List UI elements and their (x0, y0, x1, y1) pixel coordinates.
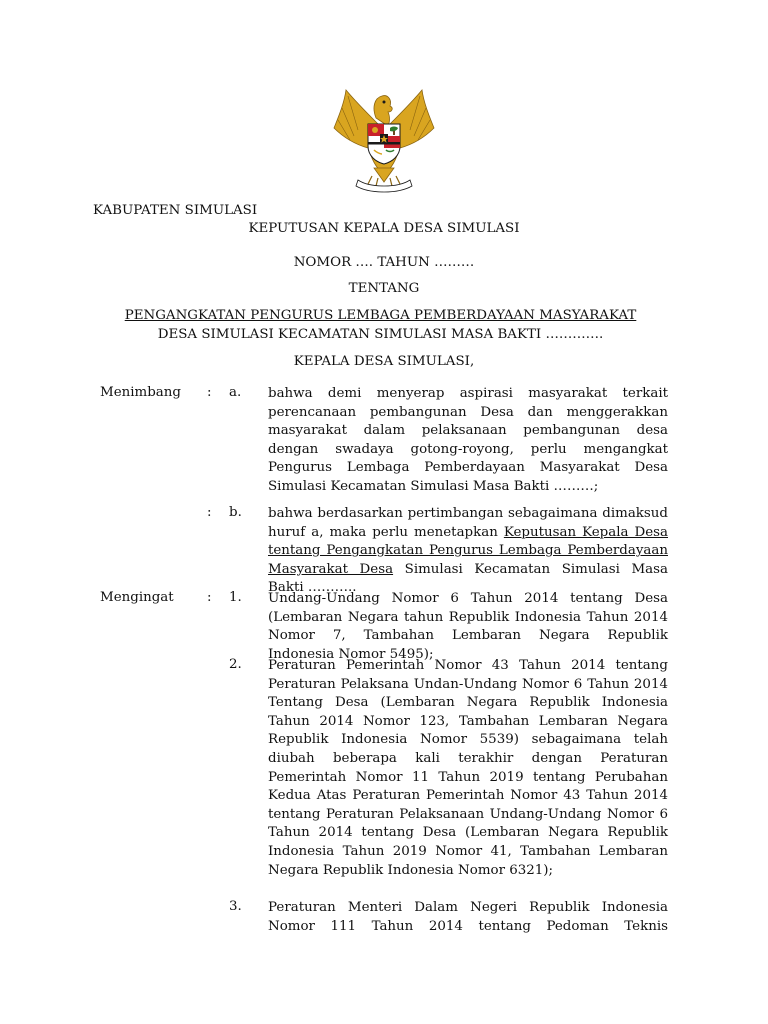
decree-number: NOMOR …. TAHUN ……… (293, 255, 475, 270)
considering-item-b-text: bahwa berdasarkan pertimbangan sebagaimana dimaksud huruf a, maka perlu menetapkan (268, 506, 668, 540)
recalling-colon: : (207, 590, 212, 605)
considering-item-b-underlined: Keputusan Kepala Desa tentang Pengangkatan Pengurus Lembaga Pemberdayaan Masyarakat Desa (268, 524, 668, 577)
subject-line-2: DESA SIMULASI KECAMATAN SIMULASI MASA BAKTI …………. (157, 327, 604, 342)
recalling-marker-3: 3. (229, 899, 242, 914)
decree-title: KEPUTUSAN KEPALA DESA SIMULASI (248, 221, 520, 236)
garuda-emblem-icon (328, 84, 440, 194)
recalling-item-1: Undang-Undang Nomor 6 Tahun 2014 tentang Desa (Lembaran Negara tahun Republik Indonesia Tahun 2014 Nomor 7, Tambahan Lembaran Negara Republik Indonesia Nomor 5495); (268, 591, 668, 662)
considering-marker-a: a. (229, 385, 242, 400)
about-heading: TENTANG (348, 281, 420, 296)
recalling-item-2: Peraturan Pemerintah Nomor 43 Tahun 2014 tentang Peraturan Pelaksana Undan-Undang Nomor 6 Tahun 2014 Tentang Desa (Lembaran Negara Republik Indonesia Tahun 2014 Nomor 123, Tambahan Lembaran Negara Republik Indonesia Nomor 5539) sebagaimana telah diubah beberapa kali terakhir dengan Peraturan Pemerintah Nomor 11 Tahun 2019 tentang Perubahan Kedua Atas Peraturan Pemerintah Nomor 43 Tahun 2014 tentang Peraturan Pelaksanaan Undang-Undang Nomor 6 Tahun 2014 tentang Desa (Lembaran Negara Republik Indonesia Tahun 2019 Nomor 41, Tambahan Lembaran Negara Republik Indonesia Nomor 6321); (268, 658, 668, 878)
recalling-label: Mengingat (100, 590, 174, 605)
recalling-item-3: Peraturan Menteri Dalam Negeri Republik Indonesia Nomor 111 Tahun 2014 tentang Pedoman Teknis (268, 900, 668, 934)
recalling-marker-1: 1. (229, 590, 242, 605)
considering-marker-b: b. (229, 505, 242, 520)
regency-name: KABUPATEN SIMULASI (93, 203, 258, 218)
considering-label: Menimbang (100, 385, 181, 400)
considering-colon-a: : (207, 385, 212, 400)
considering-item-a: bahwa demi menyerap aspirasi masyarakat terkait perencanaan pembangunan Desa dan menggerakkan masyarakat dalam pelaksanaan pembangunan desa dengan swadaya gotong-royong, perlu mengangkat Pengurus Lembaga Pemberdayaan Masyarakat Desa Simulasi Kecamatan Simulasi Masa Bakti ………; (268, 386, 668, 494)
considering-item-b (268, 505, 668, 598)
considering-item-b-tail: Simulasi Kecamatan Simulasi Masa Bakti ……….. (268, 561, 669, 596)
considering-colon-b: : (207, 505, 212, 520)
issuing-official: KEPALA DESA SIMULASI, (293, 354, 475, 369)
recalling-marker-2: 2. (229, 657, 242, 672)
subject-line-1: PENGANGKATAN PENGURUS LEMBAGA PEMBERDAYAAN MASYARAKAT (124, 308, 637, 323)
